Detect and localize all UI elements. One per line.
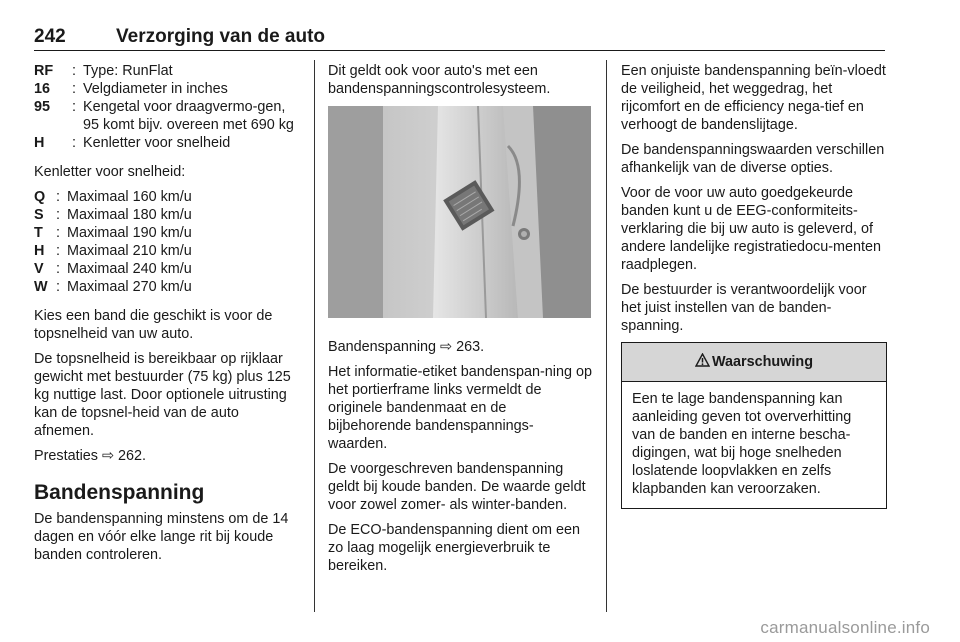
paragraph: Een onjuiste bandenspanning beïn-vloedt de veiligheid, het weggedrag, het rijcomfort en de efficiency nega-tief en verhoogt de bandenslijtage. xyxy=(621,63,886,133)
watermark: carmanualsonline.info xyxy=(760,618,930,637)
speed-code-row xyxy=(34,206,300,224)
warning-header xyxy=(622,343,886,382)
speed-code-row xyxy=(34,224,300,242)
code-description: Maximaal 160 km/u xyxy=(67,189,192,205)
code-separator: : xyxy=(72,81,76,97)
code-separator: : xyxy=(56,207,60,223)
code-description: Velgdiameter in inches xyxy=(83,81,228,97)
speed-code-row xyxy=(34,260,300,278)
column-divider-2 xyxy=(606,60,607,612)
code-key: S xyxy=(34,207,44,223)
code-separator: : xyxy=(72,135,76,151)
paragraph: De bandenspanning minstens om de 14 dagen en vóór elke lange rit bij koude banden controleren. xyxy=(34,511,289,563)
code-key: 95 xyxy=(34,99,51,115)
column-2 xyxy=(328,62,592,582)
tire-code-list xyxy=(34,62,300,152)
code-description: Type: RunFlat xyxy=(83,63,173,79)
tire-code-row xyxy=(34,62,300,80)
code-key: Q xyxy=(34,189,46,205)
paragraph: Voor de voor uw auto goedgekeurde banden kunt u de EEG-conformiteits-verklaring die bij uw auto is geleverd, of andere landelijke registratiedocu-menten raadplegen. xyxy=(621,185,881,273)
section-heading: Bandenspanning xyxy=(34,481,205,504)
tire-code-row xyxy=(34,80,300,98)
code-separator: : xyxy=(56,243,60,259)
paragraph: De bestuurder is verantwoordelijk voor het juist instellen van de banden-spanning. xyxy=(621,282,867,334)
tire-code-row xyxy=(34,134,300,152)
warning-title: Waarschuwing xyxy=(711,354,813,370)
code-description: Maximaal 210 km/u xyxy=(67,243,192,259)
door-frame-photo xyxy=(328,106,591,318)
paragraph: De ECO-bandenspanning dient om een zo laag mogelijk energieverbruik te bereiken. xyxy=(328,522,581,574)
code-description: Maximaal 180 km/u xyxy=(67,207,192,223)
speed-code-row xyxy=(34,278,300,296)
page-title: Verzorging van de auto xyxy=(116,26,326,47)
code-description: Maximaal 190 km/u xyxy=(67,225,192,241)
code-key: W xyxy=(34,279,48,295)
code-separator: : xyxy=(56,261,60,277)
code-key: H xyxy=(34,135,45,151)
speed-code-list xyxy=(34,188,300,296)
photo-caption: Bandenspanning ⇨ 263. xyxy=(328,339,485,355)
paragraph: De bandenspanningswaarden verschillen afhankelijk van de diverse opties. xyxy=(621,142,885,176)
code-key: H xyxy=(34,243,45,259)
code-description: Maximaal 270 km/u xyxy=(67,279,192,295)
code-separator: : xyxy=(56,225,60,241)
code-separator: : xyxy=(72,63,76,79)
paragraph: De topsnelheid is bereikbaar op rijklaar gewicht met bestuurder (75 kg) plus 125 kg nuttige last. Door optionele uitrusting kan de topsnel-heid van de auto afnemen. xyxy=(34,351,291,439)
speed-intro: Kenletter voor snelheid: xyxy=(34,164,186,180)
warning-body: Een te lage bandenspanning kan aanleiding geven tot oververhitting van de banden en interne bescha-digingen, wat bij hoge snelheden loslatende loopvlakken en zelfs klapbanden kan veroorzaken. xyxy=(632,391,852,497)
warning-triangle-icon xyxy=(695,353,710,371)
tire-code-row xyxy=(34,98,300,134)
paragraph: Dit geldt ook voor auto's met een bandenspanningscontrolesysteem. xyxy=(328,63,551,97)
column-1 xyxy=(34,62,300,571)
code-separator: : xyxy=(56,189,60,205)
paragraph: De voorgeschreven bandenspanning geldt bij koude banden. De waarde geldt voor zowel zomer- als winter-banden. xyxy=(328,461,586,513)
cross-reference: Prestaties ⇨ 262. xyxy=(34,448,147,464)
code-key: T xyxy=(34,225,43,241)
column-divider-1 xyxy=(314,60,315,612)
code-separator: : xyxy=(72,99,76,115)
speed-code-row xyxy=(34,188,300,206)
column-3 xyxy=(621,62,887,509)
speed-code-row xyxy=(34,242,300,260)
paragraph: Het informatie-etiket bandenspan-ning op het portierframe links vermeldt de originele bandenmaat en de bijbehorende bandenspannings-waarden. xyxy=(328,364,592,452)
code-description: Kenletter voor snelheid xyxy=(83,135,231,151)
header-rule xyxy=(34,50,885,51)
code-key: V xyxy=(34,261,44,277)
code-key: 16 xyxy=(34,81,51,97)
code-description: Kengetal voor draagvermo-gen, 95 komt bijv. overeen met 690 kg xyxy=(83,99,294,133)
page-number: 242 xyxy=(34,26,66,47)
paragraph: Kies een band die geschikt is voor de topsnelheid van uw auto. xyxy=(34,308,273,342)
code-separator: : xyxy=(56,279,60,295)
warning-box xyxy=(621,342,887,509)
code-key: RF xyxy=(34,63,54,79)
code-description: Maximaal 240 km/u xyxy=(67,261,192,277)
